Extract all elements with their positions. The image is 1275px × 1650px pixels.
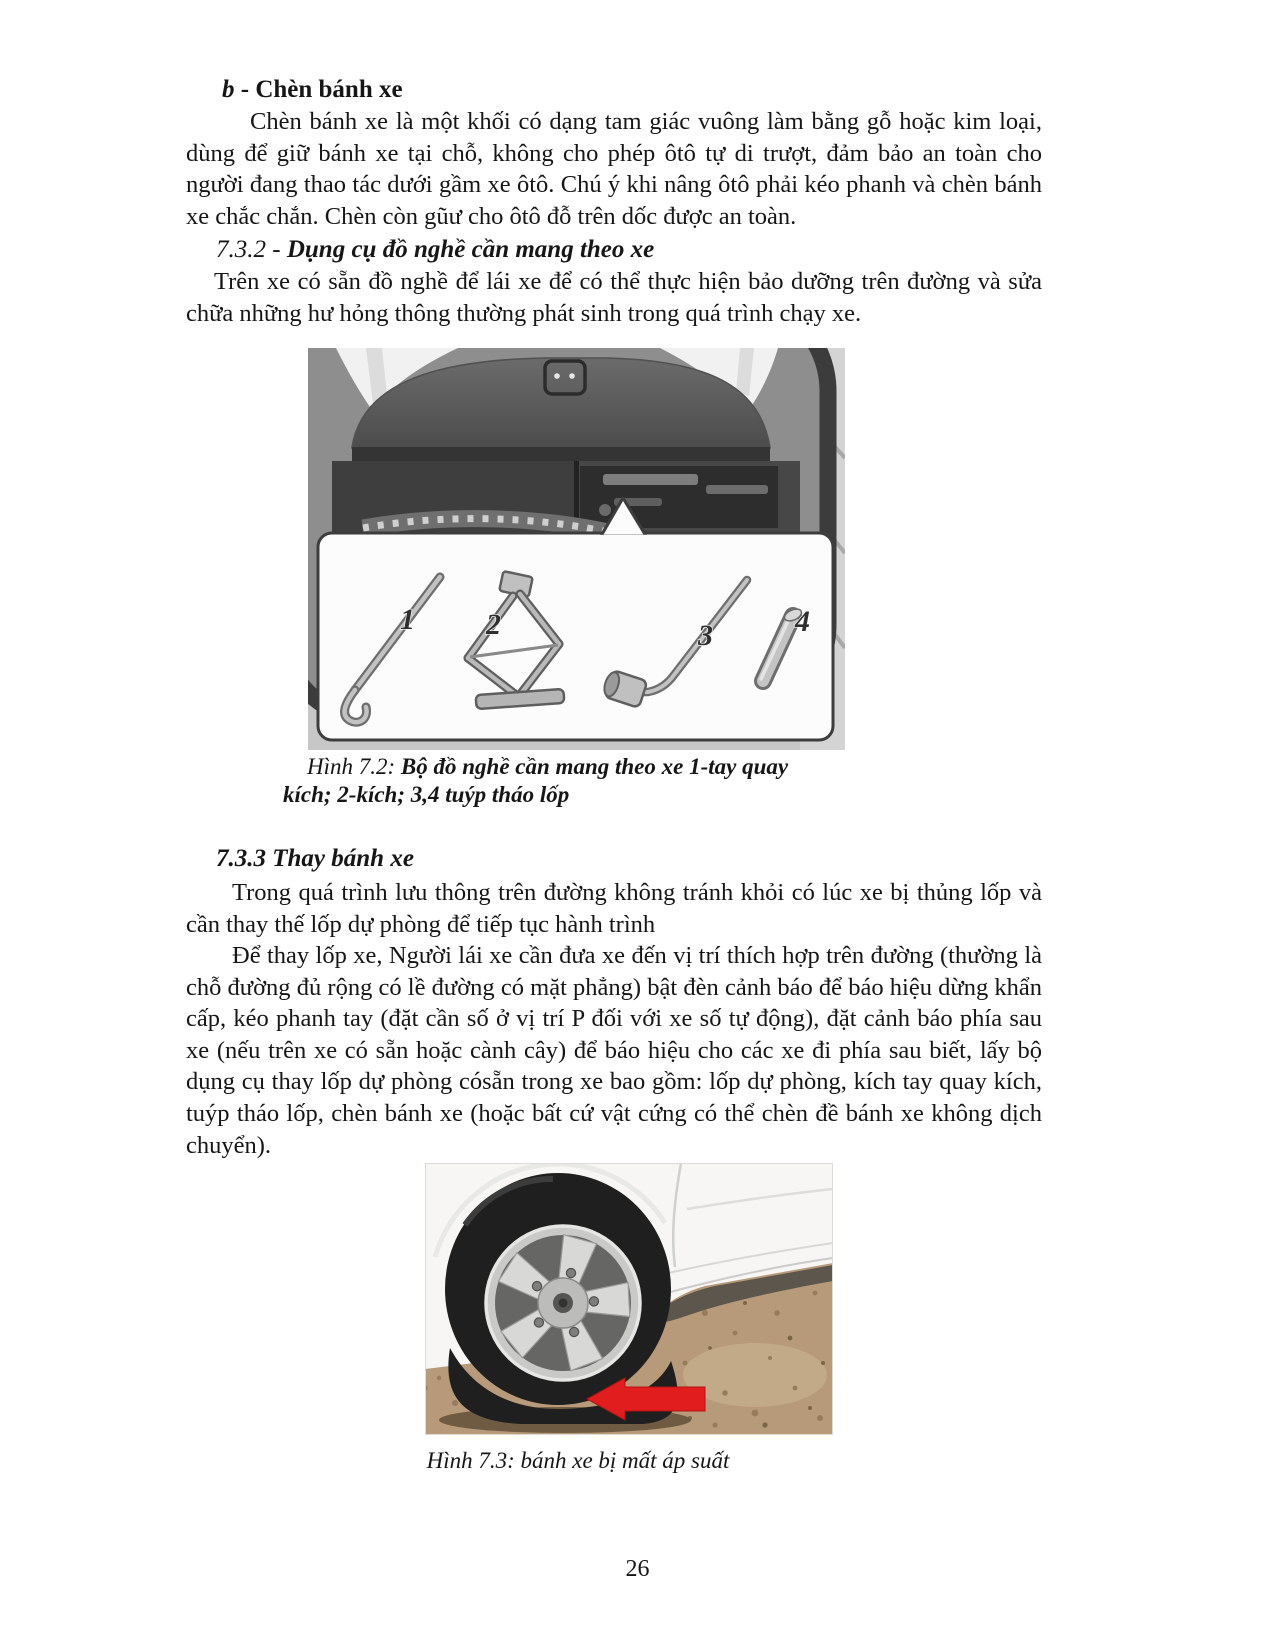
tool-label-1: 1 bbox=[400, 603, 415, 636]
page-number: 26 bbox=[625, 1556, 650, 1582]
heading-title: Thay bánh xe bbox=[272, 845, 414, 872]
flat-tire-illustration bbox=[425, 1163, 833, 1435]
paragraph-do-nghe: Trên xe có sẵn đồ nghề để lái xe để có thể thực hiện bảo dưỡng trên đường và sửa chữa những hư hỏng thông thường phát sinh trong quá trình chạy xe. bbox=[186, 268, 1042, 327]
handle-dot-left bbox=[554, 373, 560, 379]
heading-number: 7.3.3 bbox=[216, 845, 273, 872]
paragraph-chen-banh-xe: Chèn bánh xe là một khối có dạng tam giác vuông làm bằng gỗ hoặc kim loại, dùng để giữ bánh xe tại chỗ, không cho phép ôtô tự di trượt, đảm bảo an toàn cho người đang thao tác dưới gầm xe ôtô. Chú ý khi nâng ôtô phải kéo phanh và chèn bánh xe chắc chắn. Chèn còn gũư cho ôtô đỗ trên dốc được an toàn. bbox=[186, 108, 1042, 230]
heading-chen-banh-xe bbox=[186, 74, 1042, 105]
paragraph-thay-lop: Để thay lốp xe, Người lái xe cần đưa xe đến vị trí thích hợp trên đường (thường là chỗ đường đủ rộng có lề đường có mặt phẳng) bật đèn cảnh báo để báo hiệu dừng khẩn cấp, kéo phanh tay (đặt cần số ở vị trí P đối với xe số tự động), đặt cảnh báo phía sau xe (nếu trên xe có sẵn hoặc cành cây) để báo hiệu cho các xe đi phía sau biết, lấy bộ dụng cụ thay lốp dự phòng cósẵn trong xe bao gồm: lốp dự phòng, kích tay quay kích, tuýp tháo lốp, chèn bánh xe (hoặc bất cứ vật cứng có thể chèn đề bánh xe không dịch chuyển). bbox=[186, 942, 1042, 1159]
tool-label-2: 2 bbox=[486, 608, 501, 641]
stowed-tool-2 bbox=[706, 485, 768, 494]
caption-label: Hình 7.3: bbox=[426, 1448, 521, 1473]
figure-7-2-trunk-tools-photo bbox=[308, 348, 845, 750]
figure-7-2-caption bbox=[283, 753, 795, 809]
trunk-tools-illustration bbox=[308, 348, 845, 750]
heading-7-3-2 bbox=[186, 234, 1042, 265]
callout-pointer-mask bbox=[599, 535, 648, 541]
figure-7-3-flat-tire-photo bbox=[425, 1163, 833, 1435]
caption-text: Bộ đồ nghề cần mang theo xe 1-tay quay kích; 2-kích; 3,4 tuýp tháo lốp bbox=[283, 754, 789, 807]
caption-text: bánh xe bị mất áp suất bbox=[520, 1448, 730, 1473]
stowed-tool-4 bbox=[599, 504, 611, 516]
shelf-front-edge bbox=[352, 447, 770, 461]
heading-marker: b bbox=[222, 76, 235, 103]
heading-text: - Chèn bánh xe bbox=[234, 76, 403, 103]
heading-title: Dụng cụ đồ nghề cần mang theo xe bbox=[286, 236, 655, 263]
tool-label-3: 3 bbox=[698, 619, 713, 652]
paragraph-thung-lop: Trong quá trình lưu thông trên đường không tránh khỏi có lúc xe bị thủng lốp và cần thay thế lốp dự phòng để tiếp tục hành trình bbox=[186, 879, 1042, 938]
caption-label: Hình 7.2: bbox=[307, 754, 401, 779]
stowed-tool-1 bbox=[603, 474, 698, 485]
heading-7-3-3 bbox=[186, 843, 1042, 874]
heading-number: 7.3.2 - bbox=[216, 236, 287, 263]
alloy-wheel-rim bbox=[486, 1226, 640, 1380]
tool-label-4: 4 bbox=[795, 605, 810, 638]
handle-dot-right bbox=[569, 373, 575, 379]
figure-7-3-caption bbox=[298, 1447, 858, 1475]
